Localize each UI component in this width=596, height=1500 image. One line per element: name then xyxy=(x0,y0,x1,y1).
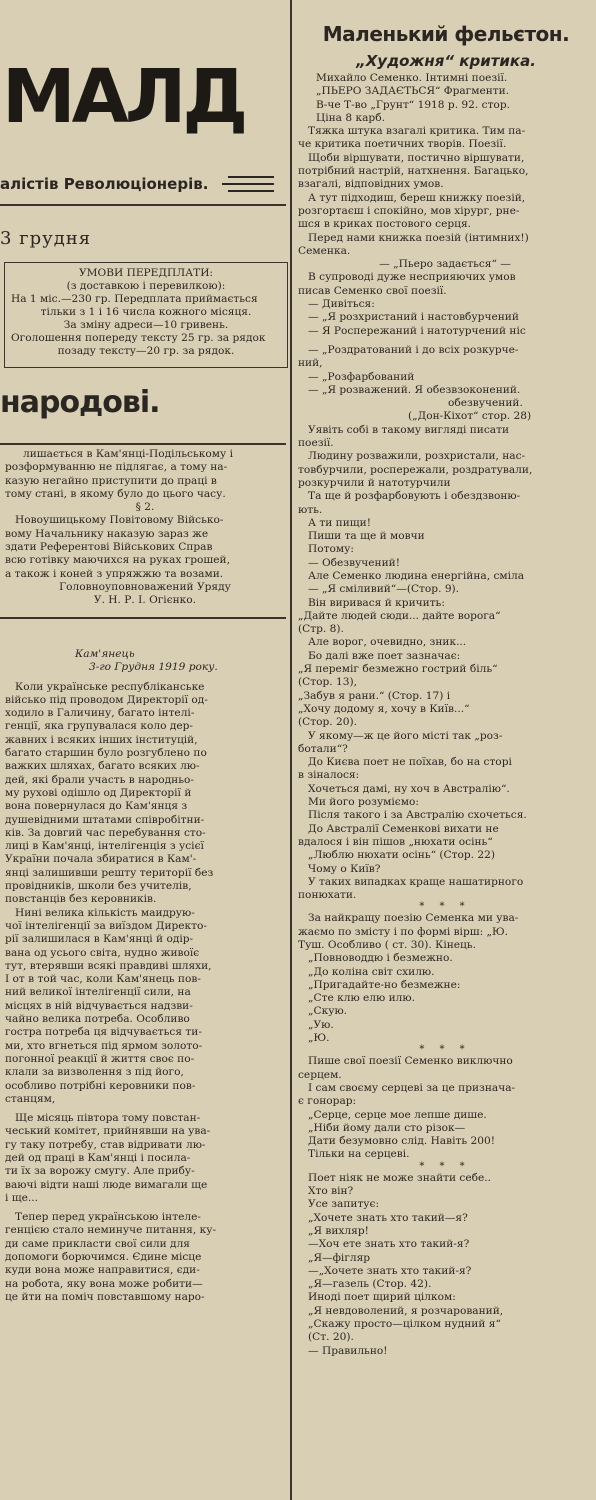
feuilleton-line: Поет ніяк не може знайти себе.. xyxy=(308,1171,492,1184)
feuilleton-line: че критика поетичних творів. Поезії. xyxy=(298,138,507,151)
feuilleton-line: У таких випадках краще нашатирного xyxy=(308,875,524,888)
feuilleton-line: „Забув я рани.“ (Стор. 17) і xyxy=(298,689,451,702)
feuilleton-line: — „Пьеро задається“ — xyxy=(379,258,511,271)
article-line: ний великої інтелігенції сили, на xyxy=(5,986,191,999)
feuilleton-line: в зіналося: xyxy=(298,769,360,782)
feuilleton-line: — Дивіться: xyxy=(308,298,375,311)
feuilleton-line: Бо далі вже поет зазначає: xyxy=(308,649,461,662)
article xyxy=(5,648,285,1304)
article-line: рії залишилася в Кам'янці й одір- xyxy=(5,933,194,946)
feuilleton-line: — Правильно! xyxy=(308,1344,388,1357)
feuilleton-line: Уcе запитує: xyxy=(308,1198,380,1211)
feuilleton-line: („Дон-Кіхот“ стор. 28) xyxy=(408,410,532,423)
subscription-line: За зміну адреси—10 гривень. xyxy=(63,319,229,331)
masthead-ornament-mid xyxy=(222,183,274,185)
article-line: душевідними штатами співробітни- xyxy=(5,813,205,826)
feuilleton-line: В супроводі дуже несприяючих умов xyxy=(308,271,516,284)
feuilleton-line: — Обезвучений! xyxy=(308,556,400,569)
article-line: станцям, xyxy=(5,1092,56,1105)
article-line: лиці в Кам'янці, інтелігенція з усієї xyxy=(5,840,204,853)
subscription-line: тільки з 1 і 16 числа кожного місяця. xyxy=(40,306,252,318)
feuilleton-line: Хто він? xyxy=(308,1185,354,1198)
feuilleton-line: До Австралії Семенкові вихати не xyxy=(308,822,499,835)
feuilleton-line: „Хочу додому я, хочу в Київ...“ xyxy=(298,702,470,715)
article-line: Нині велика кількість маидрую- xyxy=(15,906,195,919)
feuilleton-line: серцем. xyxy=(298,1068,342,1081)
feuilleton-line: Ми його розуміємо: xyxy=(308,796,419,809)
article-line: і ще... xyxy=(5,1191,38,1204)
feuilleton-line: „Ніби йому дали сто різок— xyxy=(308,1121,466,1134)
feuilleton-line: „Дайте людей сюди... дайте ворога“ xyxy=(298,609,501,622)
feuilleton-line: „Я—газель (Стор. 42). xyxy=(308,1278,432,1291)
feuilleton-line: понюхати. xyxy=(298,889,357,902)
feuilleton-line: Туш. Особливо ( ст. 30). Кінець. xyxy=(298,939,476,951)
feuilleton-line: (Стор. 20). xyxy=(298,716,357,729)
feuilleton-line: Тяжка штука взагалі критика. Тим па- xyxy=(308,125,526,138)
order-line: казую негайно приступити до праці в xyxy=(5,474,217,487)
article-line: провідників, школи без учителів, xyxy=(5,880,192,893)
feuilleton-line: (Стр. 8). xyxy=(298,623,344,636)
order-signature: У. Н. Р. І. Огієнко. xyxy=(93,594,197,607)
feuilleton-line: розкурчили й натотурчили xyxy=(298,476,451,489)
book-info-line: Михайло Семенко. Інтимні поезії. xyxy=(316,72,508,84)
feuilleton-line: „Я вихляр! xyxy=(308,1224,369,1237)
section-stars: * * * xyxy=(419,901,471,913)
feuilleton-line: —„Хочете знать хто такий-я? xyxy=(308,1264,472,1277)
feuilleton-line: А тут підходиш, береш книжку поезій, xyxy=(308,191,526,204)
feuilleton-line: Хочеться дамі, ну хоч в Австралію“. xyxy=(308,782,510,795)
feuilleton-line: А ти пищи! xyxy=(308,516,371,529)
article-line: повстанців без керовників. xyxy=(5,893,157,906)
poem-line: „До коліна світ схилю. xyxy=(308,965,435,978)
article-line: Тепер перед українською інтеле- xyxy=(15,1211,201,1224)
feuilleton-line: Перед нами книжка поезій (інтимних!) xyxy=(308,231,529,244)
article-line: чеський комітет, прийнявши на ува- xyxy=(5,1125,211,1138)
article-line: І от в той час, коли Кам'янець пов- xyxy=(5,973,201,986)
masthead-rule xyxy=(0,204,286,206)
poem-line: „Ю. xyxy=(308,1032,330,1045)
article-line: погонної реакції й життя своє по- xyxy=(5,1052,195,1065)
article-line: куди вона може направитися, єди- xyxy=(5,1264,200,1277)
article-line: військо під проводом Директорії од- xyxy=(5,693,208,706)
masthead-ornament-top xyxy=(228,176,274,178)
feuilleton-line: Уявіть собі в такому вигляді писати xyxy=(308,423,510,436)
feuilleton-line: Потому: xyxy=(308,543,354,556)
feuilleton-line: розгортаєш і спокійно, мов хірург, рне- xyxy=(298,204,520,217)
article-line: багато старшин було розгублено по xyxy=(5,747,207,760)
article-line: допомоги борючимся. Єдине місце xyxy=(5,1251,202,1264)
feuilleton-line: „Хочете знать хто такий—я? xyxy=(308,1211,468,1224)
feuilleton-line: „Серце, серце мое лепше дише. xyxy=(308,1108,487,1121)
order-line: Новоушицькому Повітовому Військо- xyxy=(15,514,224,527)
poem-line: „Пригадайте-но безмежне: xyxy=(308,978,461,991)
section-stars: * * * xyxy=(419,1044,471,1056)
article-line: Ще місяць півтора тому повстан- xyxy=(15,1112,201,1125)
issue-date: 3 грудня xyxy=(0,228,92,249)
poem-line: „Сте клю елю илю. xyxy=(308,992,416,1005)
feuilleton-line: обезвучений. xyxy=(448,397,523,410)
order-line: розформуванню не підлягає, а тому на- xyxy=(5,461,228,474)
feuilleton-line: Тільки на серцеві. xyxy=(308,1148,410,1161)
subscription-line: позаду тексту—20 гр. за рядок. xyxy=(57,345,235,357)
article-line: ків. За довгий час перебування сто- xyxy=(5,826,206,839)
article-line: ти їх за ворожу смугу. Але прибу- xyxy=(5,1165,195,1178)
feuilleton-line: Семенка. xyxy=(298,244,351,257)
feuilleton-line: Але ворог, очевидно, зник... xyxy=(308,636,467,649)
feuilleton-line: — „Я розважений. Я обезвзоконений. xyxy=(308,383,521,396)
article-line: вана од усього світа, нудно живоїє xyxy=(5,946,200,959)
order-rule xyxy=(0,617,286,619)
feuilleton-line: Але Семенко людина енергійна, сміла xyxy=(308,569,525,582)
article-line: генцією стало неминуче питання, ку- xyxy=(5,1224,217,1237)
feuilleton-line: Щоби віршувати, постично віршувати, xyxy=(308,151,525,164)
feuilleton-line: У якому—ж це його місті так „роз- xyxy=(308,729,503,742)
feuilleton-title: Маленький фельєтон. xyxy=(322,22,570,46)
article-line: Коли українське республіканське xyxy=(15,680,205,693)
feuilleton-text xyxy=(298,72,592,1358)
article-line: генції, яка групувалася коло дер- xyxy=(5,720,193,733)
feuilleton-line: поезії. xyxy=(298,437,334,450)
feuilleton-line: товбурчили, роспережали, роздратували, xyxy=(298,463,533,476)
article-line: тут, втерявши всякі правдиві шляхи, xyxy=(5,959,212,972)
feuilleton-line: жаємо по змісту і по формі вірш: „Ю. xyxy=(298,925,509,938)
feuilleton-line: „Я—фігляр xyxy=(308,1251,371,1264)
subscription-line: УМОВИ ПЕРЕДПЛАТИ: xyxy=(79,267,213,279)
feuilleton-subtitle: „Художня“ критика. xyxy=(356,52,536,70)
feuilleton-line: Людину розважили, розхристали, нас- xyxy=(308,450,526,463)
article-line: ходило в Галичину, багато інтелі- xyxy=(5,707,195,720)
feuilleton-line: „Я невдоволений, я розчарований, xyxy=(308,1304,504,1317)
feuilleton-line: Чому о Київ? xyxy=(308,862,381,875)
poem-line: „Скую. xyxy=(308,1005,348,1018)
feuilleton-line: писав Семенко свої поезії. xyxy=(298,284,447,297)
poem-line: „Повноводдю і безмежно. xyxy=(308,952,453,965)
article-place: Кам'янець xyxy=(75,648,135,660)
feuilleton-line: ний, xyxy=(298,357,323,370)
order-line: всю готівку маючихся на руках грошей, xyxy=(5,554,230,567)
feuilleton-line: взагалі, відповідних умов. xyxy=(298,178,444,191)
feuilleton-line: — „Я розхристаний і настовбурчений xyxy=(308,311,519,324)
feuilleton-line: вдалося і він пішов „нюхати осінь“ xyxy=(298,835,493,848)
feuilleton-line: „Я переміг безмежно гострий біль“ xyxy=(298,663,498,676)
order-line: тому стані, в якому було до цього часу. xyxy=(5,487,226,500)
masthead-ornament-bottom xyxy=(228,190,274,192)
article-line: ми, хто вгнеться під ярмом золото- xyxy=(5,1039,203,1052)
article-line: му рухові одішло од Директорії й xyxy=(5,786,192,799)
feuilleton-line: „Скажу просто—цілком нудний я“ xyxy=(308,1318,501,1331)
feuilleton-line: Після такого і за Австралію схочеться. xyxy=(308,809,527,822)
article-line: клали за визволення з під його, xyxy=(5,1066,184,1079)
feuilleton-line: ботали“? xyxy=(298,742,348,755)
article-line: на робота, яку вона може робити— xyxy=(5,1277,203,1290)
article-line: України почала збиратися в Кам'- xyxy=(5,853,197,866)
order-text xyxy=(5,448,285,608)
article-date: 3-го Грудня 1919 року. xyxy=(89,661,218,674)
feuilleton-line: ють. xyxy=(298,503,323,516)
article-line: важких шляхах, багато всяких лю- xyxy=(5,760,200,773)
article-line: дей, які брали участь в народньо- xyxy=(5,773,194,786)
appeal-headline: народові. xyxy=(0,385,160,420)
feuilleton-line: Иноді поет щирий цілком: xyxy=(308,1291,456,1304)
column-divider xyxy=(290,0,292,1500)
subscription-line: (з доставкою і перевилкою): xyxy=(66,280,226,292)
feuilleton-line: За найкращу поезію Семенка ми ува- xyxy=(308,912,519,925)
feuilleton-line: Дати безумовно слід. Навіть 200! xyxy=(308,1135,495,1148)
article-line: місцях в ній відчувається надзви- xyxy=(5,999,193,1012)
order-line: лишається в Кам'янці-Подільському і xyxy=(23,448,233,460)
feuilleton-line: Пиши та ще й мовчи xyxy=(308,530,425,543)
subscription-line: Оголошення попереду тексту 25 гр. за рядок xyxy=(11,332,266,344)
order-signatory: Головноуповноважений Уряду xyxy=(59,580,231,593)
feuilleton-line: (Стор. 13), xyxy=(298,676,357,689)
book-info-line: Ціна 8 карб. xyxy=(316,111,385,124)
subscription-terms-box xyxy=(4,262,288,368)
article-line: чої інтелігенції за виїздом Директо- xyxy=(5,919,207,932)
poem-line: „Ую. xyxy=(308,1018,334,1031)
feuilleton-line: потрібний настрій, натхнення. Багацько, xyxy=(298,165,529,178)
masthead-subtitle: алістів Революціонерів. xyxy=(0,175,209,193)
feuilleton-line: —Хоч ете знать хто такий-я? xyxy=(308,1238,470,1251)
book-info-line: „ПЬЕРО ЗАДАЄТЬСЯ“ Фрагменти. xyxy=(316,85,510,98)
article-line: гостра потреба ця відчувається ти- xyxy=(5,1026,202,1039)
headline-rule xyxy=(0,443,286,445)
feuilleton-line: — „Роздратований і до всіх розкурче- xyxy=(308,343,519,356)
feuilleton-line: Він виривася й кричить: xyxy=(308,596,445,609)
article-line: янці залишивши решту території без xyxy=(5,866,214,879)
article-line: ди саме прикласти свої сили для xyxy=(5,1237,190,1250)
article-line: чайно велика потреба. Особливо xyxy=(5,1013,190,1026)
article-line: жавних і всяких інших інституцій, xyxy=(5,733,198,746)
feuilleton-line: „Люблю нюхати осінь“ (Стор. 22) xyxy=(308,849,496,862)
article-line: особливо потрібні керовники пов- xyxy=(5,1079,196,1092)
feuilleton-line: (Ст. 20). xyxy=(308,1331,354,1344)
feuilleton-line: — Я Роспережаний і натотурчений ніс xyxy=(308,324,526,337)
book-info-line: В-че Т-во „Грунт“ 1918 р. 92. стор. xyxy=(316,98,510,111)
subscription-line: На 1 міс.—230 гр. Передплата приймається xyxy=(11,293,258,305)
feuilleton-line: До Києва поет не поїхав, бо на сторі xyxy=(308,756,512,769)
article-line: ваючі відти наші люде вимагали ще xyxy=(5,1178,208,1191)
article-line: це йти на поміч повставшому наро- xyxy=(5,1290,205,1303)
feuilleton-line: — „Я сміливий“—(Стор. 9). xyxy=(308,583,460,596)
section-stars: * * * xyxy=(419,1160,471,1172)
order-line: здати Референтові Військових Справ xyxy=(5,541,213,554)
feuilleton-line: Пише свої поезії Семенко виключно xyxy=(308,1055,513,1068)
order-section-mark: § 2. xyxy=(135,501,155,514)
feuilleton-line: шся в криках постового серця. xyxy=(298,218,472,231)
feuilleton-line: Та ще й розфарбовують і обездзвоню- xyxy=(308,490,521,503)
article-line: вона повернулася до Кам'янця з xyxy=(5,800,188,813)
feuilleton-line: І сам своєму серцеві за це признача- xyxy=(308,1081,516,1094)
order-line: а також і коней з упряжжю та возами. xyxy=(5,567,224,580)
masthead-title: МАЛД xyxy=(2,60,245,134)
order-line: вому Начальнику наказую зараз же xyxy=(5,527,209,540)
feuilleton-line: є гонорар: xyxy=(298,1095,357,1108)
article-line: гу таку потребу, став відривати лю- xyxy=(5,1138,206,1151)
feuilleton-line: — „Розфарбований xyxy=(308,370,415,383)
article-line: дей од праці в Кам'янці і посила- xyxy=(5,1151,191,1164)
